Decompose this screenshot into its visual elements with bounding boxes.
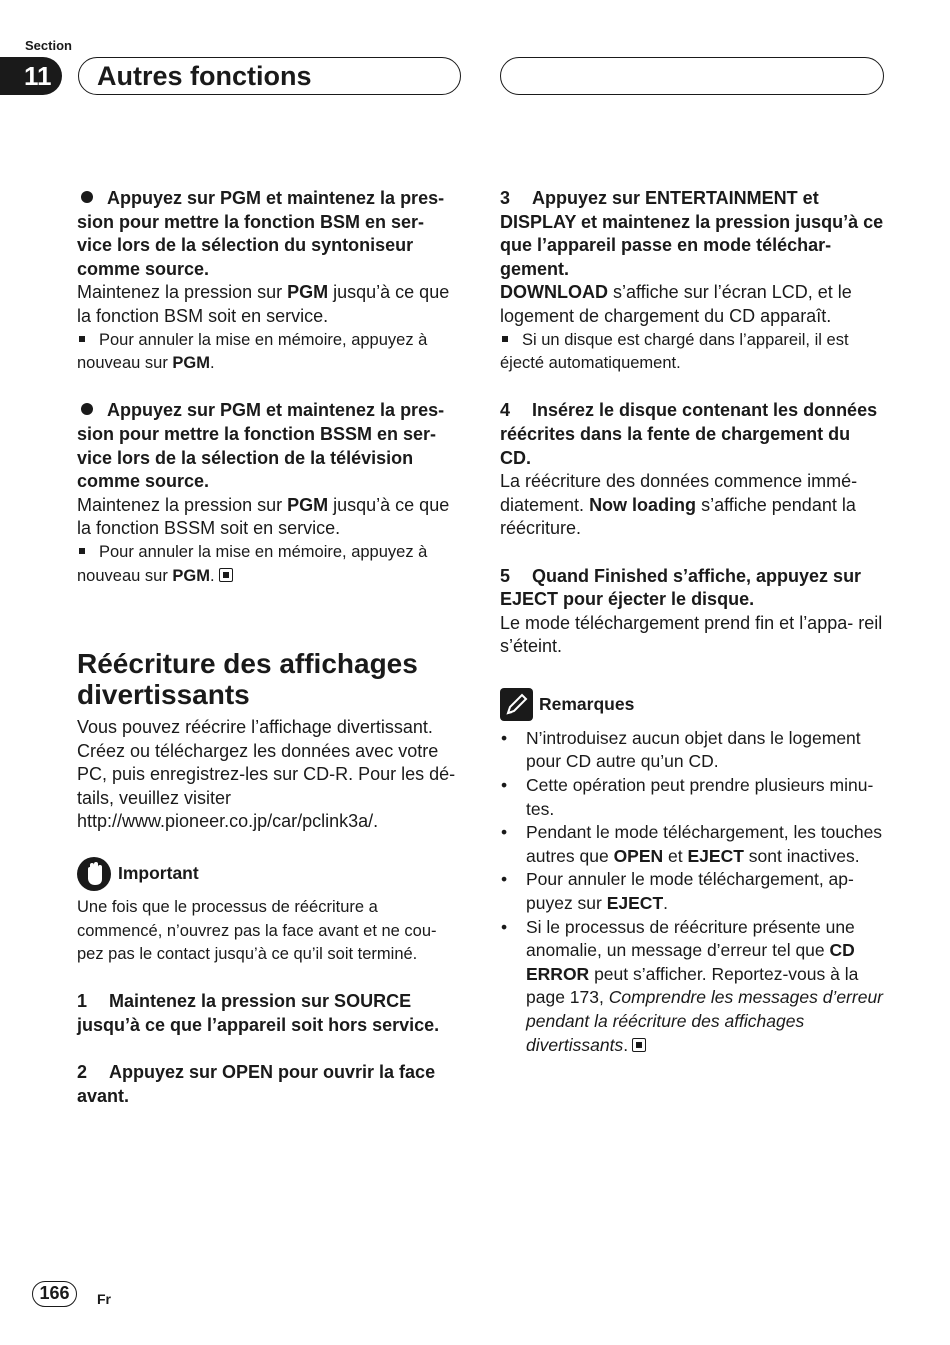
step-4: 4 Insérez le disque contenant les données réécrites dans la fente de chargement du CD.	[500, 400, 878, 468]
end-mark-icon	[632, 1038, 646, 1052]
note-square-icon	[79, 548, 85, 554]
step-3: 3 Appuyez sur ENTERTAINMENT et DISPLAY et maintenez la pression jusqu’à ce que l’appareil passe en mode téléchar- gement.	[500, 188, 884, 279]
bssm-heading: Appuyez sur PGM et maintenez la pres- sion pour mettre la fonction BSSM en ser- vice lors de la sélection de la télévision comme source.	[77, 400, 445, 492]
step-5-body: Le mode téléchargement prend fin et l’appa- reil s’éteint.	[500, 612, 883, 657]
bssm-body: Maintenez la pression sur PGM jusqu’à ce que la fonction BSSM soit en service.	[77, 494, 450, 539]
bsm-note: Pour annuler la mise en mémoire, appuyez à nouveau sur PGM.	[77, 330, 428, 373]
end-mark-icon	[219, 568, 233, 582]
step-4-body: La réécriture des données commence immé- diatement. Now loading s’affiche pendant la réécriture.	[500, 471, 858, 539]
bullet-dot-icon	[81, 191, 93, 203]
remarks-label: Remarques	[539, 694, 635, 715]
list-item: • Pour annuler le mode téléchargement, ap- puyez sur EJECT.	[500, 868, 886, 915]
pencil-icon	[500, 688, 533, 721]
page-number: 166	[32, 1281, 77, 1307]
right-column	[500, 187, 886, 1057]
step-5: 5 Quand Finished s’affiche, appuyez sur EJECT pour éjecter le disque.	[500, 565, 862, 610]
important-callout	[77, 856, 462, 892]
list-item: • Si le processus de réécriture présente une anomalie, un message d’erreur tel que CD ERROR peut s’afficher. Reportez-vous à la page 173, Comprendre les messages d’erreur pendant la réécriture des affichages divertissants.	[500, 916, 886, 1058]
step-3-note: Si un disque est chargé dans l’appareil, il est éjecté automatiquement.	[500, 330, 849, 373]
intro-text: Vous pouvez réécrire l’affichage divertissant. Créez ou téléchargez les données avec votre PC, puis enregistrez-les sur CD-R. Pour les dé- tails, veuillez visiter	[77, 717, 456, 808]
warning-hand-icon	[77, 857, 111, 891]
page-title: Autres fonctions	[78, 57, 461, 95]
important-label: Important	[118, 863, 199, 884]
remarks-list	[500, 727, 886, 1057]
bullet-dot-icon	[81, 403, 93, 415]
bssm-note: Pour annuler la mise en mémoire, appuyez à nouveau sur PGM.	[77, 542, 428, 585]
important-text: Une fois que le processus de réécriture a commencé, n’ouvrez pas la face avant et ne cou- pez pas le contact jusqu’à ce qu’il soit terminé.	[77, 898, 437, 964]
list-item: • Cette opération peut prendre plusieurs minu- tes.	[500, 774, 886, 821]
step-2: 2 Appuyez sur OPEN pour ouvrir la face avant.	[77, 1062, 436, 1106]
bsm-body: Maintenez la pression sur PGM jusqu’à ce que la fonction BSM soit en service.	[77, 282, 450, 326]
note-square-icon	[79, 336, 85, 342]
list-item: • N’introduisez aucun objet dans le logement pour CD autre qu’un CD.	[500, 727, 886, 774]
remarks-callout	[500, 687, 886, 723]
section-number: 11	[0, 57, 62, 95]
header-pill-empty	[500, 57, 884, 95]
step-1: 1 Maintenez la pression sur SOURCE jusqu’à ce que l’appareil soit hors service.	[77, 991, 440, 1036]
step-3-body: DOWNLOAD s’affiche sur l’écran LCD, et le logement de chargement du CD apparaît.	[500, 282, 852, 326]
url-text: http://www.pioneer.co.jp/car/pclink3a/.	[77, 811, 379, 832]
left-column	[77, 187, 462, 1108]
language-code: Fr	[97, 1291, 111, 1307]
section-heading: Réécriture des affichages divertissants	[77, 648, 418, 711]
list-item: • Pendant le mode téléchargement, les touches autres que OPEN et EJECT sont inactives.	[500, 821, 886, 868]
note-square-icon	[502, 336, 508, 342]
section-label: Section	[25, 38, 72, 53]
bsm-heading: Appuyez sur PGM et maintenez la pres- sion pour mettre la fonction BSM en ser- vice lors de la sélection du syntoniseur comme source.	[77, 188, 445, 279]
